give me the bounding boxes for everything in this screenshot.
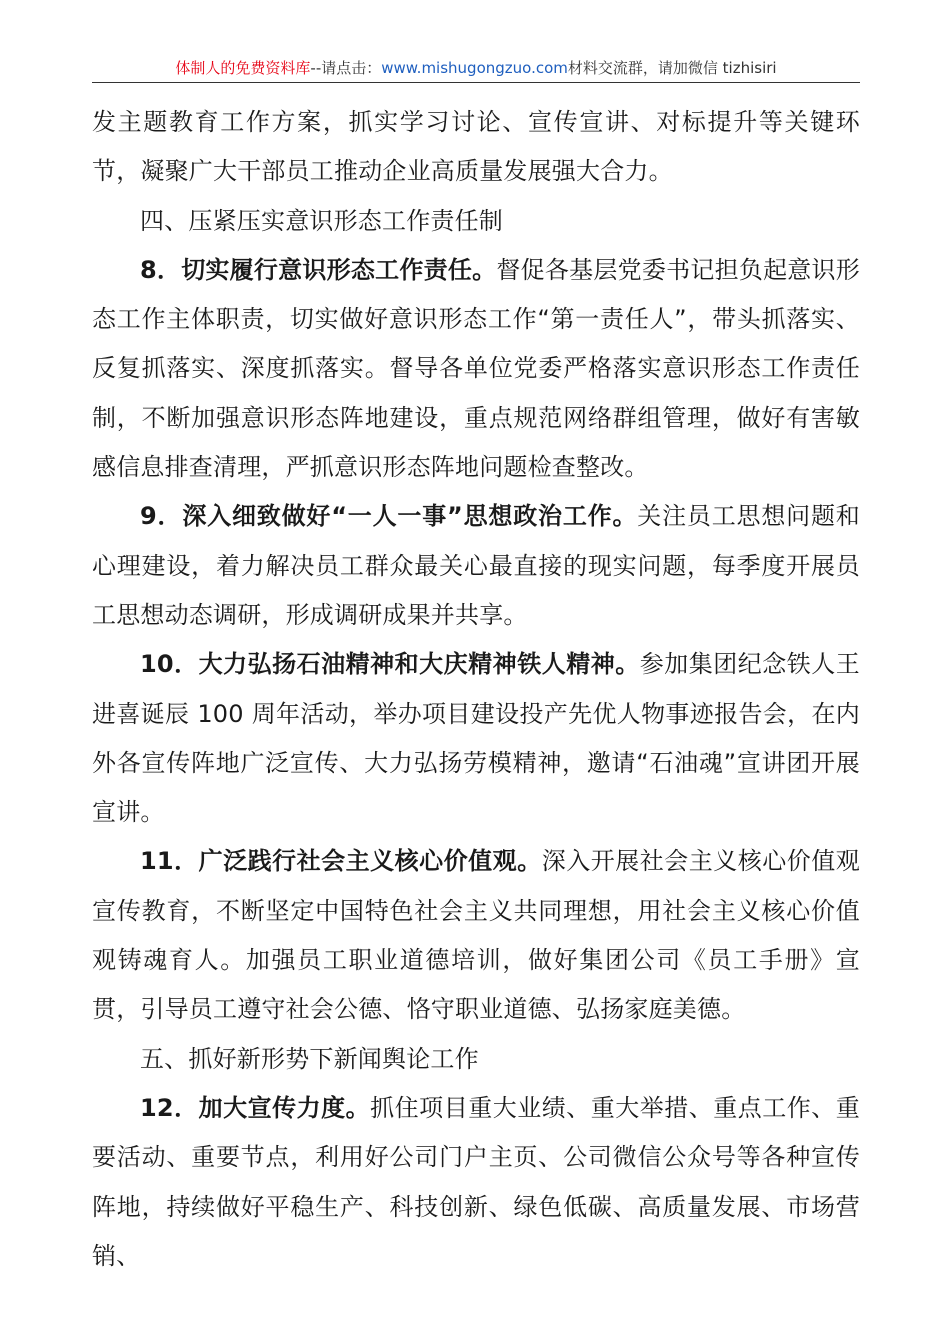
item-text: 督促各基层党委书记担负起意识形态工作主体职责，切实做好意识形态工作“第一责任人”，带头抓落实、反复抓落实、深度抓落实。督导各单位党委严格落实意识形态工作责任制，不断加强意识形态阵地建设，重点规范网络群组管理，做好有害敏感信息排查清理，严抓意识形态阵地问题检查整改。 [92,255,861,482]
section-heading-5 [92,1035,860,1084]
section-heading-text: 四、压紧压实意识形态工作责任制 [140,206,503,235]
item-text: 深入开展社会主义核心价值观宣传教育，不断坚定中国特色社会主义共同理想，用社会主义核心价值观铸魂育人。加强员工职业道德培训，做好集团公司《员工手册》宣贯，引导员工遵守社会公德、恪守职业道德、弘扬家庭美德。 [92,847,860,1024]
item-10 [92,640,860,837]
header-wechat-note: 材料交流群，请加微信 tizhisiri [567,59,777,77]
item-title: 9．深入细致做好“一人一事”思想政治工作。 [140,502,638,531]
paragraph-continuation [92,98,860,197]
item-title: 11．广泛践行社会主义核心价值观。 [140,847,542,876]
page-header [92,58,860,83]
header-url-link[interactable]: www.mishugongzuo.com [381,59,568,77]
item-text: 参加集团纪念铁人王进喜诞辰 100 周年活动，举办项目建设投产先优人物事迹报告会，在内外各宣传阵地广泛宣传、大力弘扬劳模精神，邀请“石油魂”宣讲团开展宣讲。 [92,650,860,827]
paragraph-text: 发主题教育工作方案，抓实学习讨论、宣传宣讲、对标提升等关键环节，凝聚广大干部员工推动企业高质量发展强大合力。 [92,108,860,186]
section-heading-text: 五、抓好新形势下新闻舆论工作 [140,1044,479,1073]
item-title: 8．切实履行意识形态工作责任。 [140,255,497,284]
section-heading-4 [92,197,860,246]
header-prompt: --请点击： [310,59,382,77]
item-11 [92,837,860,1034]
item-text: 抓住项目重大业绩、重大举措、重点工作、重要活动、重要节点，利用好公司门户主页、公司微信公众号等各种宣传阵地，持续做好平稳生产、科技创新、绿色低碳、高质量发展、市场营销、 [92,1093,861,1270]
item-12 [92,1084,860,1281]
document-body [92,98,860,1281]
item-9 [92,492,860,640]
item-title: 10．大力弘扬石油精神和大庆精神铁人精神。 [140,650,640,679]
header-site-name: 体制人的免费资料库 [175,59,311,77]
item-text: 关注员工思想问题和心理建设，着力解决员工群众最关心最直接的现实问题，每季度开展员工思想动态调研，形成调研成果并共享。 [92,502,860,629]
item-8 [92,246,860,492]
item-title: 12．加大宣传力度。 [140,1093,371,1122]
